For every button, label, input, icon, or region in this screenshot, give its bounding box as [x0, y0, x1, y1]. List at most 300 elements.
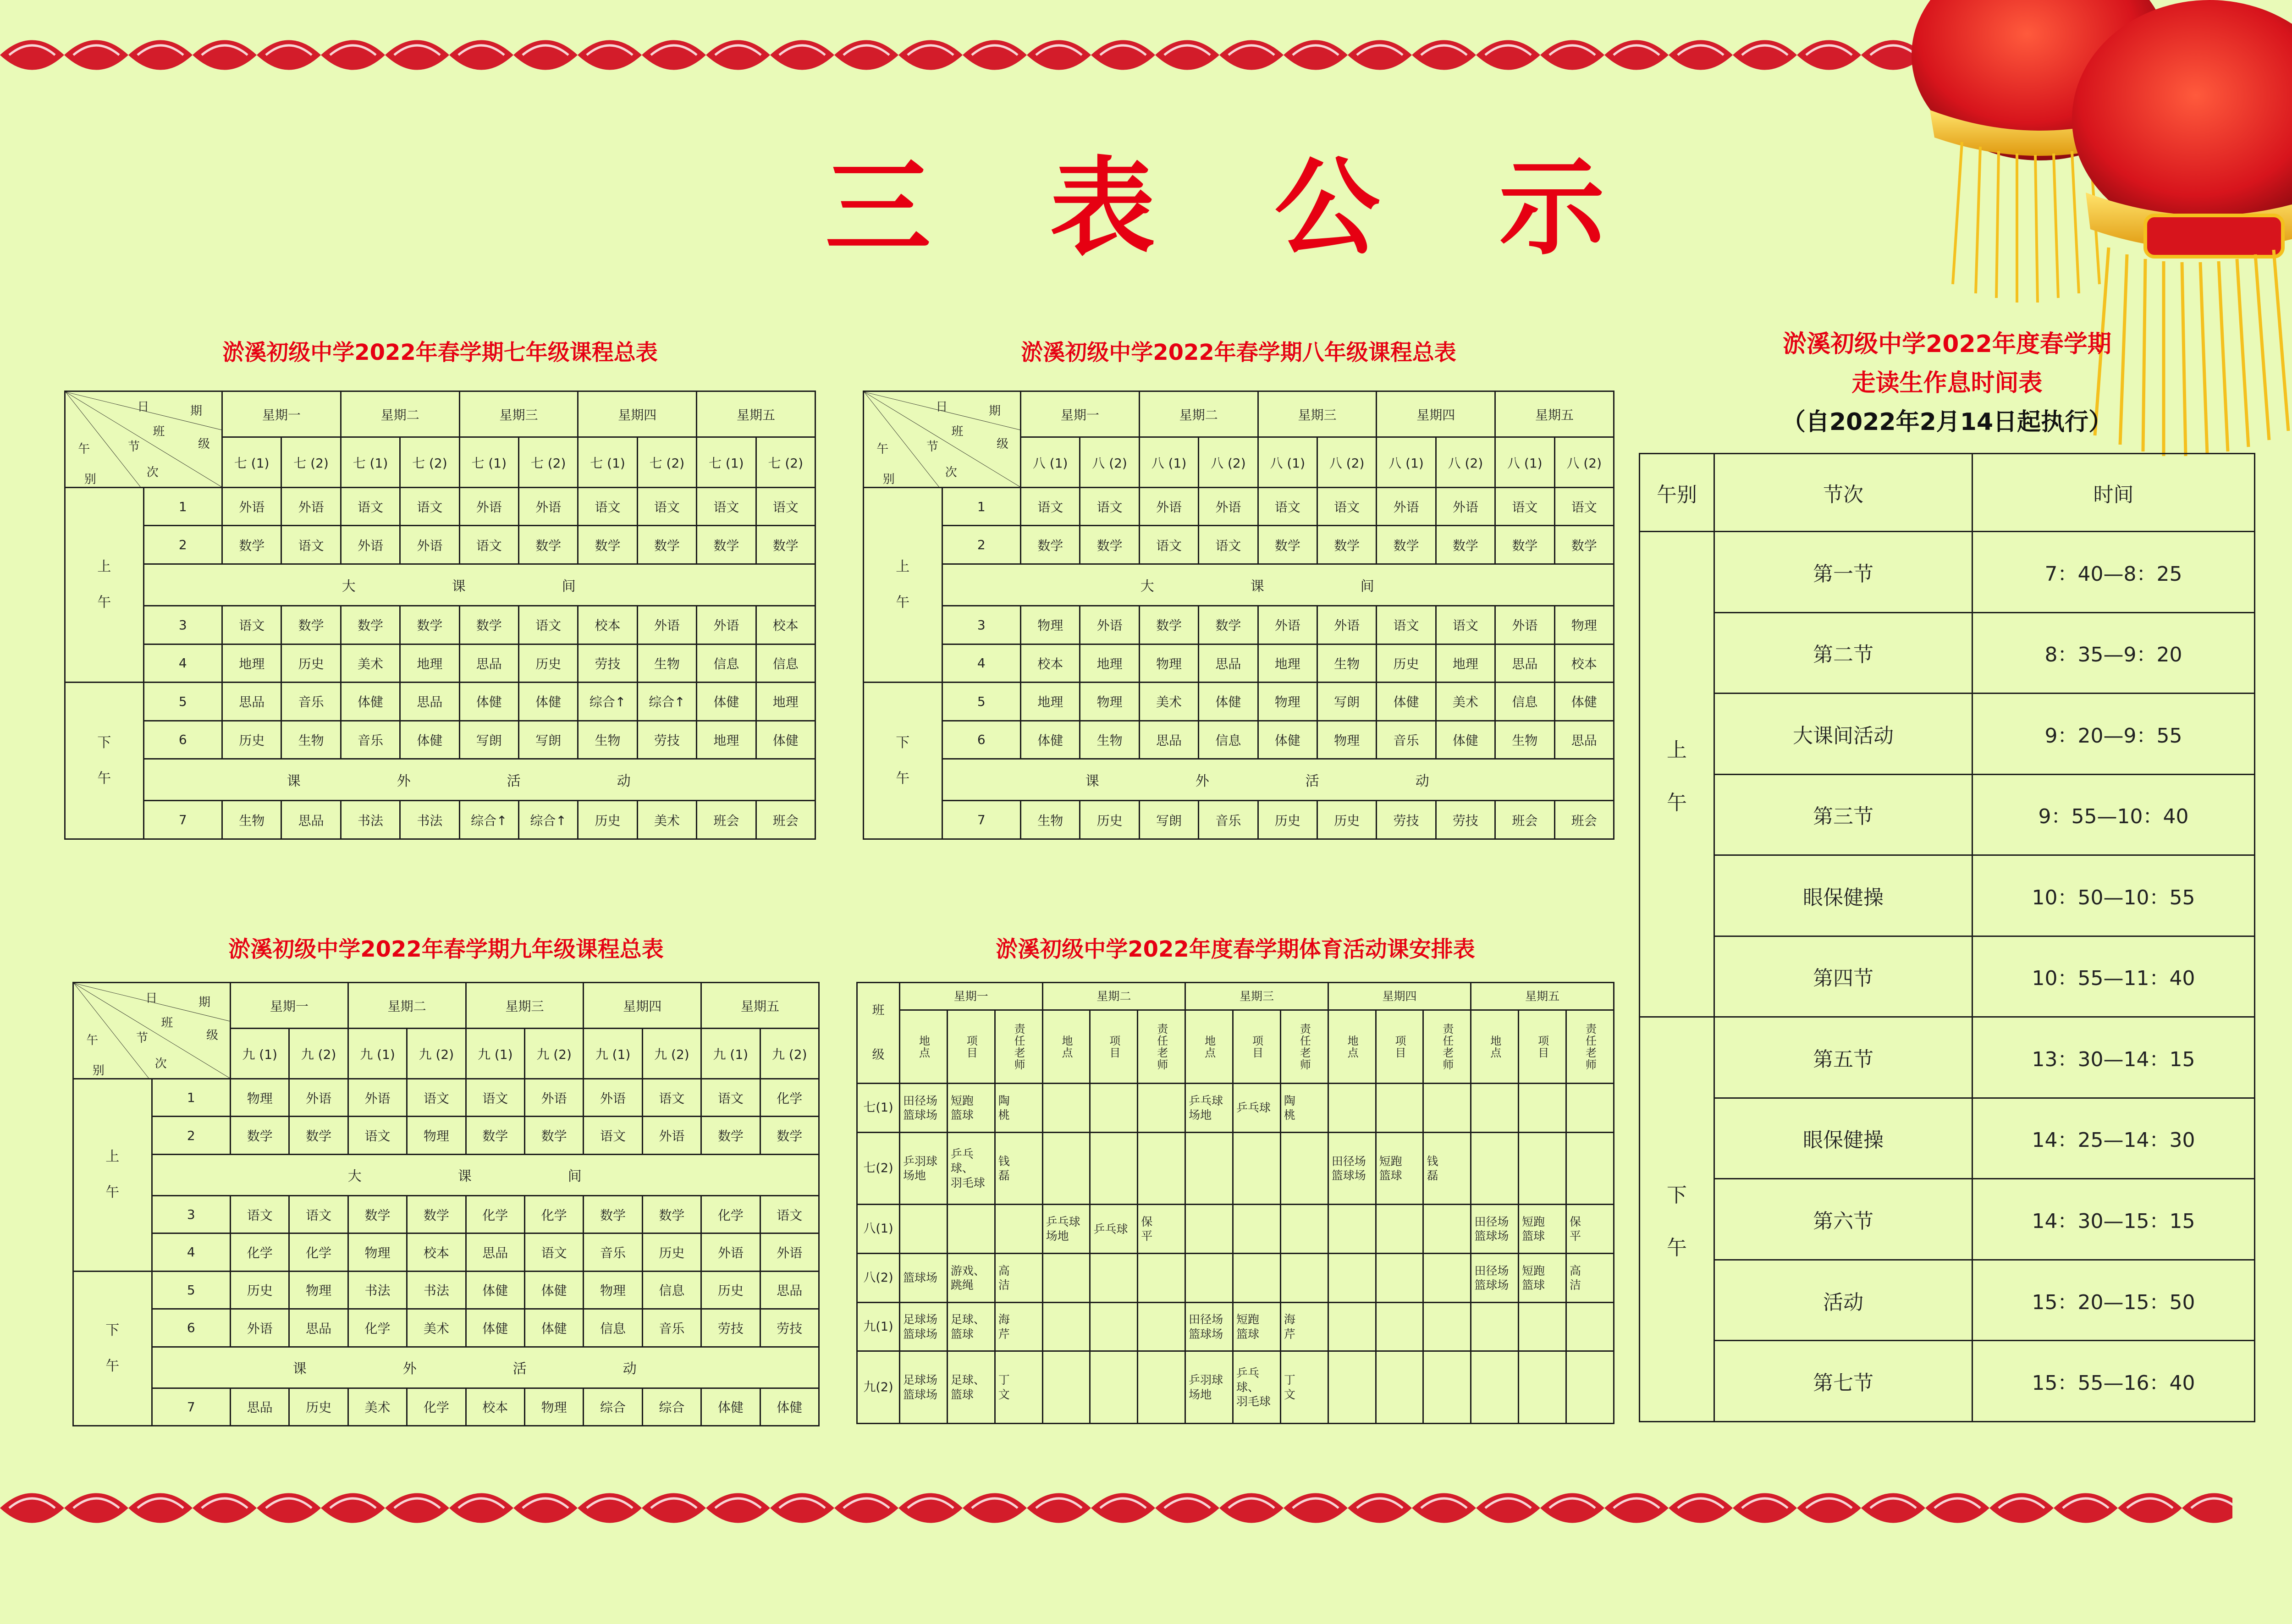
class-header: 九 (2) — [524, 1029, 583, 1079]
teacher-header: 责任老师 — [1280, 1010, 1328, 1084]
subject-cell: 语文 — [1317, 488, 1376, 526]
period-number: 4 — [942, 644, 1021, 682]
subject-cell: 数学 — [231, 1117, 289, 1154]
session-name: 大课间活动 — [1714, 694, 1972, 775]
subject-cell: 劳技 — [701, 1309, 760, 1347]
day-header: 星期四 — [1328, 983, 1471, 1010]
activity-cell: 田径场 篮球场 — [1185, 1302, 1233, 1351]
activity-cell — [1185, 1132, 1233, 1205]
subject-cell: 外语 — [1436, 488, 1495, 526]
subject-cell: 体健 — [1258, 721, 1317, 759]
subject-cell: 数学 — [642, 1195, 701, 1233]
subject-cell: 外语 — [348, 1079, 407, 1117]
subject-cell: 数学 — [756, 526, 815, 564]
subject-cell: 外语 — [584, 1079, 642, 1117]
subject-cell: 历史 — [701, 1271, 760, 1309]
subject-cell: 数学 — [1258, 526, 1317, 564]
subject-cell: 外语 — [642, 1117, 701, 1154]
subject-cell: 物理 — [584, 1271, 642, 1309]
afternoon-label: 下 午 — [1640, 1017, 1714, 1422]
subject-cell: 信息 — [697, 644, 756, 682]
subject-cell: 思品 — [459, 644, 518, 682]
class-header: 八 (1) — [1258, 437, 1317, 488]
activity-cell — [1090, 1132, 1138, 1205]
grade8-timetable — [863, 391, 1614, 840]
activity-cell — [1471, 1351, 1519, 1424]
day-header: 星期三 — [466, 983, 584, 1029]
activity-cell — [1566, 1084, 1614, 1133]
subject-cell: 外语 — [341, 526, 400, 564]
subject-cell: 语文 — [756, 488, 815, 526]
subject-cell: 写朗 — [518, 721, 578, 759]
subject-cell: 生物 — [222, 801, 281, 839]
schedule-table — [1639, 453, 2255, 1422]
subject-cell: 校本 — [1554, 644, 1614, 682]
subject-cell: 化学 — [701, 1195, 760, 1233]
subject-cell: 生物 — [1317, 644, 1376, 682]
subject-cell: 思品 — [1199, 644, 1258, 682]
session-name: 眼保健操 — [1714, 1098, 1972, 1179]
day-header: 星期三 — [1185, 983, 1328, 1010]
subject-cell: 体健 — [1199, 683, 1258, 721]
activity-cell — [1042, 1302, 1090, 1351]
subject-cell: 思品 — [760, 1271, 819, 1309]
subject-cell: 体健 — [1554, 683, 1614, 721]
subject-cell: 书法 — [400, 801, 459, 839]
session-time: 14：30—15：15 — [1972, 1179, 2255, 1260]
subject-cell: 语文 — [289, 1195, 348, 1233]
session-name: 第三节 — [1714, 774, 1972, 855]
grade9-timetable — [72, 982, 820, 1426]
subject-cell: 语文 — [341, 488, 400, 526]
location-header: 地点 — [1042, 1010, 1090, 1084]
activity-cell: 篮球场 — [900, 1253, 948, 1302]
subject-cell: 外语 — [1377, 488, 1436, 526]
class-header: 八 (1) — [1377, 437, 1436, 488]
class-header: 九 (1) — [231, 1029, 289, 1079]
subject-cell: 语文 — [524, 1233, 583, 1271]
subject-cell: 数学 — [1377, 526, 1436, 564]
subject-cell: 历史 — [1377, 644, 1436, 682]
subject-cell: 外语 — [1258, 606, 1317, 644]
subject-cell: 物理 — [1139, 644, 1198, 682]
subject-cell: 写朗 — [1139, 801, 1198, 839]
period-number: 2 — [152, 1117, 231, 1154]
item-header: 项目 — [1090, 1010, 1138, 1084]
subject-cell: 语文 — [1258, 488, 1317, 526]
activity-cell: 短跑 篮球 — [1519, 1205, 1566, 1254]
corner-label-bie: 别 — [84, 472, 96, 486]
subject-cell: 校本 — [756, 606, 815, 644]
period-number: 2 — [143, 526, 222, 564]
afternoon-label: 下 午 — [864, 683, 942, 839]
class-header: 八 (2) — [1554, 437, 1614, 488]
activity-cell — [1042, 1351, 1090, 1424]
session-name: 第七节 — [1714, 1341, 1972, 1422]
subject-cell: 数学 — [289, 1117, 348, 1154]
corner-label-day: 日 — [936, 400, 948, 414]
subject-cell: 语文 — [222, 606, 281, 644]
subject-cell: 物理 — [524, 1388, 583, 1426]
activity-cell: 足球、 篮球 — [947, 1302, 995, 1351]
activity-cell — [900, 1205, 948, 1254]
item-header: 项目 — [1519, 1010, 1566, 1084]
class-header: 七 (1) — [341, 437, 400, 488]
subject-cell: 数学 — [341, 606, 400, 644]
corner-header-cell — [65, 391, 222, 488]
subject-cell: 外语 — [1139, 488, 1198, 526]
subject-cell: 校本 — [1021, 644, 1080, 682]
subject-cell: 信息 — [642, 1271, 701, 1309]
subject-cell: 外语 — [1199, 488, 1258, 526]
subject-cell: 语文 — [1554, 488, 1614, 526]
subject-cell: 数学 — [1495, 526, 1554, 564]
activity-cell: 田径场 篮球场 — [1471, 1205, 1519, 1254]
subject-cell: 外语 — [1495, 606, 1554, 644]
subject-cell: 体健 — [1436, 721, 1495, 759]
activity-cell: 乒羽球 场地 — [1185, 1351, 1233, 1424]
subject-cell: 数学 — [584, 1195, 642, 1233]
subject-cell: 语文 — [1436, 606, 1495, 644]
day-header: 星期一 — [1021, 391, 1140, 437]
class-header: 七 (1) — [222, 437, 281, 488]
session-name: 活动 — [1714, 1260, 1972, 1341]
subject-cell: 体健 — [466, 1271, 524, 1309]
subject-cell: 体健 — [341, 683, 400, 721]
activity-cell — [1519, 1132, 1566, 1205]
break-row-label: 大 课 间 — [152, 1154, 819, 1195]
subject-cell: 化学 — [760, 1079, 819, 1117]
subject-cell: 外语 — [637, 606, 696, 644]
subject-cell: 物理 — [289, 1271, 348, 1309]
subject-cell: 数学 — [578, 526, 637, 564]
activity-cell — [1376, 1205, 1423, 1254]
break-row-label: 大 课 间 — [942, 564, 1614, 606]
session-name: 眼保健操 — [1714, 855, 1972, 936]
activity-cell: 丁 文 — [1280, 1351, 1328, 1424]
activity-cell — [1519, 1302, 1566, 1351]
corner-label-ci: 次 — [945, 466, 957, 480]
corner-label-day: 日 — [145, 991, 158, 1006]
subject-cell: 语文 — [348, 1117, 407, 1154]
day-header: 星期三 — [459, 391, 578, 437]
subject-cell: 音乐 — [281, 683, 341, 721]
subject-cell: 数学 — [1021, 526, 1080, 564]
teacher-header: 责任老师 — [1138, 1010, 1185, 1084]
subject-cell: 数学 — [697, 526, 756, 564]
session-name: 第二节 — [1714, 612, 1972, 694]
subject-cell: 语文 — [578, 488, 637, 526]
grade8-table-title: 淤溪初级中学2022年春学期八年级课程总表 — [1021, 340, 1456, 365]
activity-row-label: 课 外 活 动 — [143, 759, 815, 801]
schedule-subtitle: （自2022年2月14日起执行） — [1781, 408, 2113, 436]
morning-label: 上 午 — [864, 488, 942, 683]
subject-cell: 语文 — [637, 488, 696, 526]
activity-cell: 田径场 篮球场 — [900, 1084, 948, 1133]
class-label: 八(2) — [857, 1253, 900, 1302]
activity-cell: 乒乓球、 羽毛球 — [1233, 1351, 1281, 1424]
subject-cell: 外语 — [518, 488, 578, 526]
class-header: 九 (2) — [407, 1029, 466, 1079]
subject-cell: 数学 — [1139, 606, 1198, 644]
corner-label-wu: 午 — [876, 442, 889, 456]
period-number: 3 — [143, 606, 222, 644]
subject-cell: 班会 — [1495, 801, 1554, 839]
class-header: 九 (2) — [760, 1029, 819, 1079]
class-header: 七 (2) — [400, 437, 459, 488]
corner-label-ban: 班 — [951, 425, 964, 439]
day-header: 星期四 — [578, 391, 697, 437]
subject-cell: 体健 — [400, 721, 459, 759]
subject-cell: 数学 — [637, 526, 696, 564]
activity-cell — [1566, 1351, 1614, 1424]
period-number: 5 — [143, 683, 222, 721]
activity-cell — [1423, 1205, 1471, 1254]
subject-cell: 思品 — [466, 1233, 524, 1271]
grade7-table-title: 淤溪初级中学2022年春学期七年级课程总表 — [222, 340, 658, 365]
location-header: 地点 — [1471, 1010, 1519, 1084]
subject-cell: 美术 — [637, 801, 696, 839]
header-session: 节次 — [1714, 454, 1972, 532]
subject-cell: 语文 — [459, 526, 518, 564]
day-header: 星期三 — [1258, 391, 1377, 437]
class-header: 七 (1) — [697, 437, 756, 488]
day-header: 星期五 — [1495, 391, 1614, 437]
activity-cell — [1471, 1132, 1519, 1205]
class-column-header: 班 级 — [857, 983, 900, 1084]
corner-label-qi: 期 — [989, 404, 1001, 418]
activity-cell — [1423, 1302, 1471, 1351]
subject-cell: 外语 — [524, 1079, 583, 1117]
subject-cell: 地理 — [1258, 644, 1317, 682]
activity-cell — [1138, 1132, 1185, 1205]
location-header: 地点 — [1328, 1010, 1376, 1084]
subject-cell: 生物 — [578, 721, 637, 759]
subject-cell: 写朗 — [459, 721, 518, 759]
subject-cell: 美术 — [348, 1388, 407, 1426]
class-header: 九 (1) — [701, 1029, 760, 1079]
subject-cell: 物理 — [1021, 606, 1080, 644]
corner-label-bie: 别 — [92, 1063, 105, 1078]
period-number: 1 — [942, 488, 1021, 526]
corner-label-ji: 级 — [198, 437, 210, 451]
class-header: 八 (1) — [1495, 437, 1554, 488]
subject-cell: 数学 — [400, 606, 459, 644]
class-header: 八 (1) — [1021, 437, 1080, 488]
item-header: 项目 — [1233, 1010, 1281, 1084]
subject-cell: 思品 — [400, 683, 459, 721]
subject-cell: 语文 — [1021, 488, 1080, 526]
subject-cell: 外语 — [231, 1309, 289, 1347]
activity-cell — [1138, 1084, 1185, 1133]
subject-cell: 音乐 — [1199, 801, 1258, 839]
subject-cell: 综合 — [584, 1388, 642, 1426]
subject-cell: 思品 — [1554, 721, 1614, 759]
subject-cell: 生物 — [281, 721, 341, 759]
subject-cell: 思品 — [1495, 644, 1554, 682]
subject-cell: 历史 — [642, 1233, 701, 1271]
period-number: 3 — [152, 1195, 231, 1233]
class-header: 八 (2) — [1436, 437, 1495, 488]
subject-cell: 语文 — [697, 488, 756, 526]
subject-cell: 语文 — [760, 1195, 819, 1233]
activity-cell: 乒乓球 场地 — [1042, 1205, 1090, 1254]
subject-cell: 综合↑ — [518, 801, 578, 839]
activity-cell — [1376, 1302, 1423, 1351]
subject-cell: 校本 — [407, 1233, 466, 1271]
session-time: 14：25—14：30 — [1972, 1098, 2255, 1179]
subject-cell: 数学 — [1080, 526, 1139, 564]
subject-cell: 音乐 — [341, 721, 400, 759]
activity-cell — [1138, 1302, 1185, 1351]
subject-cell: 数学 — [1554, 526, 1614, 564]
subject-cell: 生物 — [1495, 721, 1554, 759]
subject-cell: 物理 — [1258, 683, 1317, 721]
class-header: 七 (1) — [459, 437, 518, 488]
subject-cell: 体健 — [524, 1309, 583, 1347]
morning-label: 上 午 — [73, 1079, 152, 1272]
morning-label: 上 午 — [1640, 532, 1714, 1017]
period-number: 1 — [143, 488, 222, 526]
subject-cell: 体健 — [1377, 683, 1436, 721]
activity-cell: 短跑 篮球 — [1519, 1253, 1566, 1302]
subject-cell: 外语 — [701, 1233, 760, 1271]
class-header: 九 (1) — [466, 1029, 524, 1079]
subject-cell: 思品 — [281, 801, 341, 839]
schedule-title-line1: 淤溪初级中学2022年度春学期 — [1783, 330, 2111, 358]
activity-cell: 短跑 篮球 — [1376, 1132, 1423, 1205]
subject-cell: 综合↑ — [578, 683, 637, 721]
activity-cell — [1042, 1084, 1090, 1133]
bottom-scallop-border — [0, 1481, 2232, 1536]
activity-cell — [1471, 1302, 1519, 1351]
activity-cell — [1376, 1351, 1423, 1424]
activity-row-label: 课 外 活 动 — [152, 1347, 819, 1388]
subject-cell: 综合↑ — [637, 683, 696, 721]
subject-cell: 数学 — [1199, 606, 1258, 644]
subject-cell: 思品 — [1139, 721, 1198, 759]
subject-cell: 地理 — [697, 721, 756, 759]
day-header: 星期四 — [584, 983, 701, 1029]
subject-cell: 地理 — [400, 644, 459, 682]
activity-cell — [1423, 1253, 1471, 1302]
corner-label-ci: 次 — [146, 466, 159, 480]
corner-label-ci: 次 — [154, 1057, 167, 1071]
subject-cell: 生物 — [1021, 801, 1080, 839]
activity-cell — [1185, 1253, 1233, 1302]
period-number: 5 — [942, 683, 1021, 721]
corner-header-cell — [864, 391, 1021, 488]
subject-cell: 物理 — [1317, 721, 1376, 759]
activity-cell: 保 平 — [1138, 1205, 1185, 1254]
activity-cell: 足球、 篮球 — [947, 1351, 995, 1424]
corner-label-wu: 午 — [86, 1033, 99, 1047]
activity-cell — [1042, 1253, 1090, 1302]
subject-cell: 语文 — [281, 526, 341, 564]
corner-header-cell — [73, 983, 231, 1079]
subject-cell: 物理 — [1554, 606, 1614, 644]
subject-cell: 班会 — [1554, 801, 1614, 839]
class-label: 九(1) — [857, 1302, 900, 1351]
subject-cell: 劳技 — [1377, 801, 1436, 839]
subject-cell: 劳技 — [760, 1309, 819, 1347]
afternoon-label: 下 午 — [65, 683, 144, 839]
period-number: 4 — [152, 1233, 231, 1271]
corner-label-wu: 午 — [78, 442, 90, 456]
subject-cell: 音乐 — [1377, 721, 1436, 759]
subject-cell: 数学 — [459, 606, 518, 644]
period-number: 6 — [143, 721, 222, 759]
subject-cell: 劳技 — [578, 644, 637, 682]
day-header: 星期一 — [222, 391, 341, 437]
corner-label-jie: 节 — [926, 440, 939, 454]
activity-cell: 海 芹 — [995, 1302, 1042, 1351]
subject-cell: 生物 — [1080, 721, 1139, 759]
scallop-fan — [2182, 1493, 2232, 1523]
corner-label-ji: 级 — [206, 1029, 219, 1043]
subject-cell: 体健 — [756, 721, 815, 759]
activity-cell — [1090, 1302, 1138, 1351]
subject-cell: 语文 — [701, 1079, 760, 1117]
subject-cell: 校本 — [466, 1388, 524, 1426]
pe-activity-table — [856, 982, 1614, 1424]
grade9-table-title: 淤溪初级中学2022年春学期九年级课程总表 — [228, 936, 664, 962]
subject-cell: 语文 — [1139, 526, 1198, 564]
period-number: 2 — [942, 526, 1021, 564]
subject-cell: 数学 — [407, 1195, 466, 1233]
class-label: 七(2) — [857, 1132, 900, 1205]
class-header: 九 (1) — [584, 1029, 642, 1079]
subject-cell: 语文 — [642, 1079, 701, 1117]
subject-cell: 物理 — [1080, 683, 1139, 721]
subject-cell: 历史 — [231, 1271, 289, 1309]
subject-cell: 体健 — [459, 683, 518, 721]
subject-cell: 外语 — [1080, 606, 1139, 644]
morning-label: 上 午 — [65, 488, 144, 683]
header-time: 时间 — [1972, 454, 2255, 532]
activity-cell: 短跑 篮球 — [1233, 1302, 1281, 1351]
activity-cell — [1328, 1351, 1376, 1424]
subject-cell: 美术 — [1139, 683, 1198, 721]
pe-table-title: 淤溪初级中学2022年度春学期体育活动课安排表 — [996, 936, 1475, 962]
session-time: 15：55—16：40 — [1972, 1341, 2255, 1422]
activity-cell — [1566, 1132, 1614, 1205]
activity-cell: 乒乓球 — [1233, 1084, 1281, 1133]
session-name: 第六节 — [1714, 1179, 1972, 1260]
subject-cell: 语文 — [1495, 488, 1554, 526]
subject-cell: 数学 — [701, 1117, 760, 1154]
subject-cell: 物理 — [231, 1079, 289, 1117]
subject-cell: 音乐 — [642, 1309, 701, 1347]
day-header: 星期五 — [697, 391, 815, 437]
subject-cell: 外语 — [400, 526, 459, 564]
period-number: 7 — [942, 801, 1021, 839]
subject-cell: 语文 — [1199, 526, 1258, 564]
corner-label-bie: 别 — [882, 472, 895, 486]
day-header: 星期五 — [701, 983, 819, 1029]
activity-cell — [1423, 1351, 1471, 1424]
session-name: 第四节 — [1714, 936, 1972, 1017]
period-number: 4 — [143, 644, 222, 682]
activity-cell — [1280, 1132, 1328, 1205]
subject-cell: 生物 — [637, 644, 696, 682]
activity-cell — [1328, 1084, 1376, 1133]
corner-label-ban: 班 — [161, 1016, 173, 1030]
period-number: 1 — [152, 1079, 231, 1117]
session-time: 15：20—15：50 — [1972, 1260, 2255, 1341]
activity-cell — [1328, 1302, 1376, 1351]
class-header: 九 (2) — [289, 1029, 348, 1079]
